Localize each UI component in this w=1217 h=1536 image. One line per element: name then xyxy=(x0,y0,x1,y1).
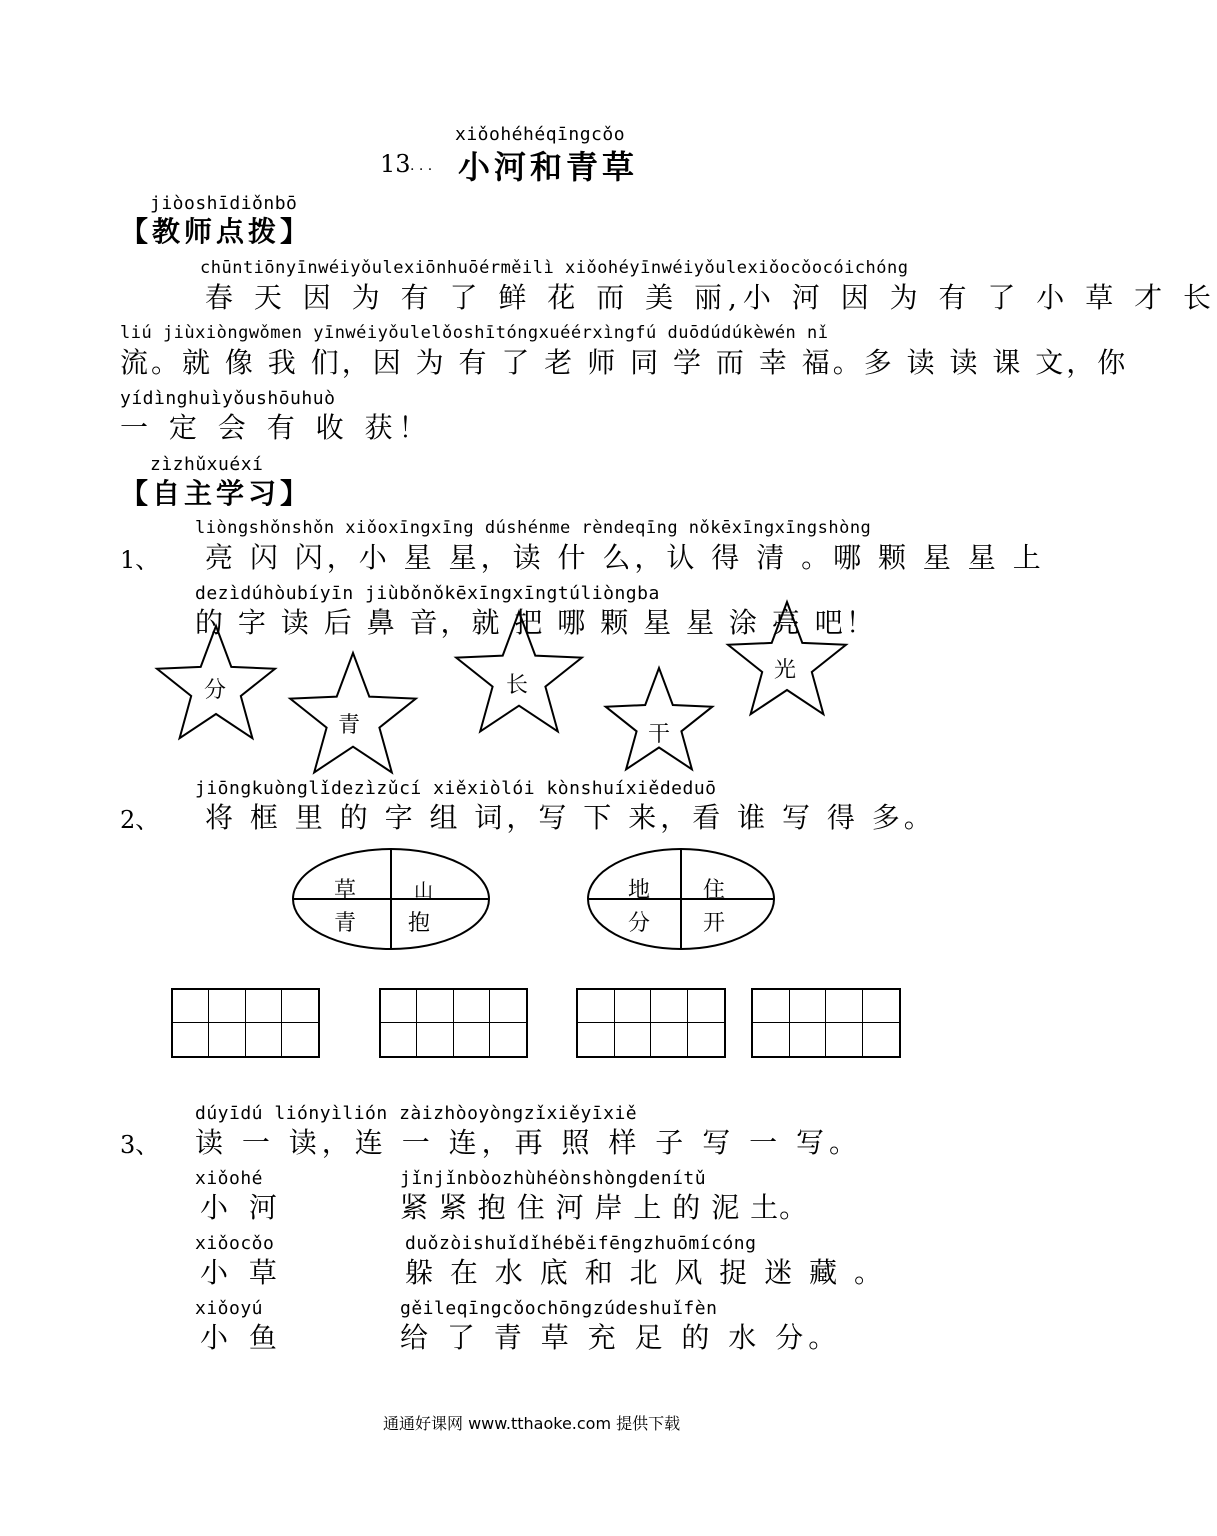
q1-number: 1、 xyxy=(120,546,160,574)
q3-number: 3、 xyxy=(120,1131,160,1159)
q3-right2[interactable]: 躲 在 水 底 和 北 风 捉 迷 藏 。 xyxy=(405,1256,887,1289)
q3-text: 读 一 读，连 一 连，再 照 样 子 写 一 写。 xyxy=(195,1126,863,1159)
q2-number: 2、 xyxy=(120,806,160,834)
oval1-char-4: 抱 xyxy=(408,911,431,936)
q1-text1: 亮 闪 闪，小 星 星，读 什 么，认 得 清 。哪 颗 星 星 上 xyxy=(205,541,1045,574)
footer-credit: 通通好课网 www.tthaoke.com 提供下载 xyxy=(383,1414,681,1433)
lesson-number: 13 xyxy=(380,150,411,178)
writing-grid-1[interactable] xyxy=(171,988,320,1058)
self-study-heading: 【自主学习】 xyxy=(120,477,313,510)
q3-right1-pinyin: jǐnjǐnbòozhùhéònshòngdenítǔ xyxy=(400,1168,707,1189)
self-study-pinyin: zìzhǔxuéxí xyxy=(150,454,264,475)
q3-right2-pinyin: duǒzòishuǐdǐhéběifēngzhuōmícóng xyxy=(405,1233,757,1254)
star-4-label[interactable]: 干 xyxy=(648,722,671,747)
oval1-char-1: 草 xyxy=(334,878,357,903)
oval-2 xyxy=(588,849,774,949)
teacher-heading-pinyin: jiòoshīdiǒnbō xyxy=(150,193,298,214)
q1-pinyin2: dezìdúhòubíyīn jiùbǒnǒkēxīngxīngtúliòngba xyxy=(195,583,660,604)
teacher-heading: 【教师点拨】 xyxy=(120,215,313,248)
q3-right3[interactable]: 给 了 青 草 充 足 的 水 分。 xyxy=(400,1321,842,1354)
q3-right3-pinyin: gěileqīngcǒochōngzúdeshuǐfèn xyxy=(400,1298,718,1319)
title-pinyin: xiǒohéhéqīngcǒo xyxy=(455,124,626,145)
q1-pinyin1: liòngshǒnshǒn xiǒoxīngxīng dúshénme rèndeqīng nǒkēxīngxīngshòng xyxy=(195,518,872,538)
q3-left2[interactable]: 小 草 xyxy=(200,1256,283,1289)
q2-pinyin: jiōngkuònglǐdezìzǔcí xiěxiòlói kònshuíxiědeduō xyxy=(195,778,717,799)
q3-left3[interactable]: 小 鱼 xyxy=(200,1321,283,1354)
writing-grid-3[interactable] xyxy=(576,988,726,1058)
q3-left1[interactable]: 小 河 xyxy=(200,1191,283,1224)
q2-text: 将 框 里 的 字 组 词，写 下 来，看 谁 写 得 多。 xyxy=(205,801,936,834)
oval1-char-3: 青 xyxy=(334,911,357,936)
oval-1 xyxy=(293,849,489,949)
teacher-line1-pinyin: chūntiōnyīnwéiyǒulexiōnhuōérměilì xiǒohéyīnwéiyǒulexiǒocǒocóichóng xyxy=(200,258,909,278)
oval2-char-4: 开 xyxy=(703,911,726,936)
star-1-label[interactable]: 分 xyxy=(204,678,227,703)
teacher-line2: 流。就 像 我 们，因 为 有 了 老 师 同 学 而 幸 福。多 读 读 课 文，你 xyxy=(120,346,1129,379)
teacher-line3: 一 定 会 有 收 获！ xyxy=(120,411,433,444)
q1-text2: 的 字 读 后 鼻 音，就 把 哪 颗 星 星 涂 亮 吧！ xyxy=(195,606,877,639)
q3-right1[interactable]: 紧 紧 抱 住 河 岸 上 的 泥 土。 xyxy=(400,1191,809,1224)
star-5-label[interactable]: 光 xyxy=(774,658,797,683)
teacher-line3-pinyin: yídìnghuìyǒushōuhuò xyxy=(120,388,336,409)
teacher-line2-pinyin: liú jiùxiòngwǒmen yīnwéiyǒulelǒoshītóngxuéérxìngfú duōdúdúkèwén nǐ xyxy=(120,323,829,343)
oval2-char-1: 地 xyxy=(628,878,651,903)
star-2-label[interactable]: 青 xyxy=(338,713,361,738)
oval2-char-3: 分 xyxy=(628,911,651,936)
writing-grid-4[interactable] xyxy=(751,988,901,1058)
oval1-char-2: 山 xyxy=(414,880,434,902)
oval2-char-2: 住 xyxy=(703,878,726,903)
star-3-label[interactable]: 长 xyxy=(506,673,529,698)
writing-grid-2[interactable] xyxy=(379,988,528,1058)
q3-left3-pinyin: xiǒoyú xyxy=(195,1298,264,1319)
page-title: 小河和青草 xyxy=(458,148,639,186)
q3-pinyin: dúyīdú liónyìlión zàizhòoyòngzǐxiěyīxiě xyxy=(195,1103,638,1124)
q3-left1-pinyin: xiǒohé xyxy=(195,1168,264,1189)
title-dots: . . . xyxy=(410,158,433,174)
q3-left2-pinyin: xiǒocǒo xyxy=(195,1233,275,1254)
teacher-line1: 春 天 因 为 有 了 鲜 花 而 美 丽,小 河 因 为 有 了 小 草 才 长 xyxy=(205,281,1217,314)
